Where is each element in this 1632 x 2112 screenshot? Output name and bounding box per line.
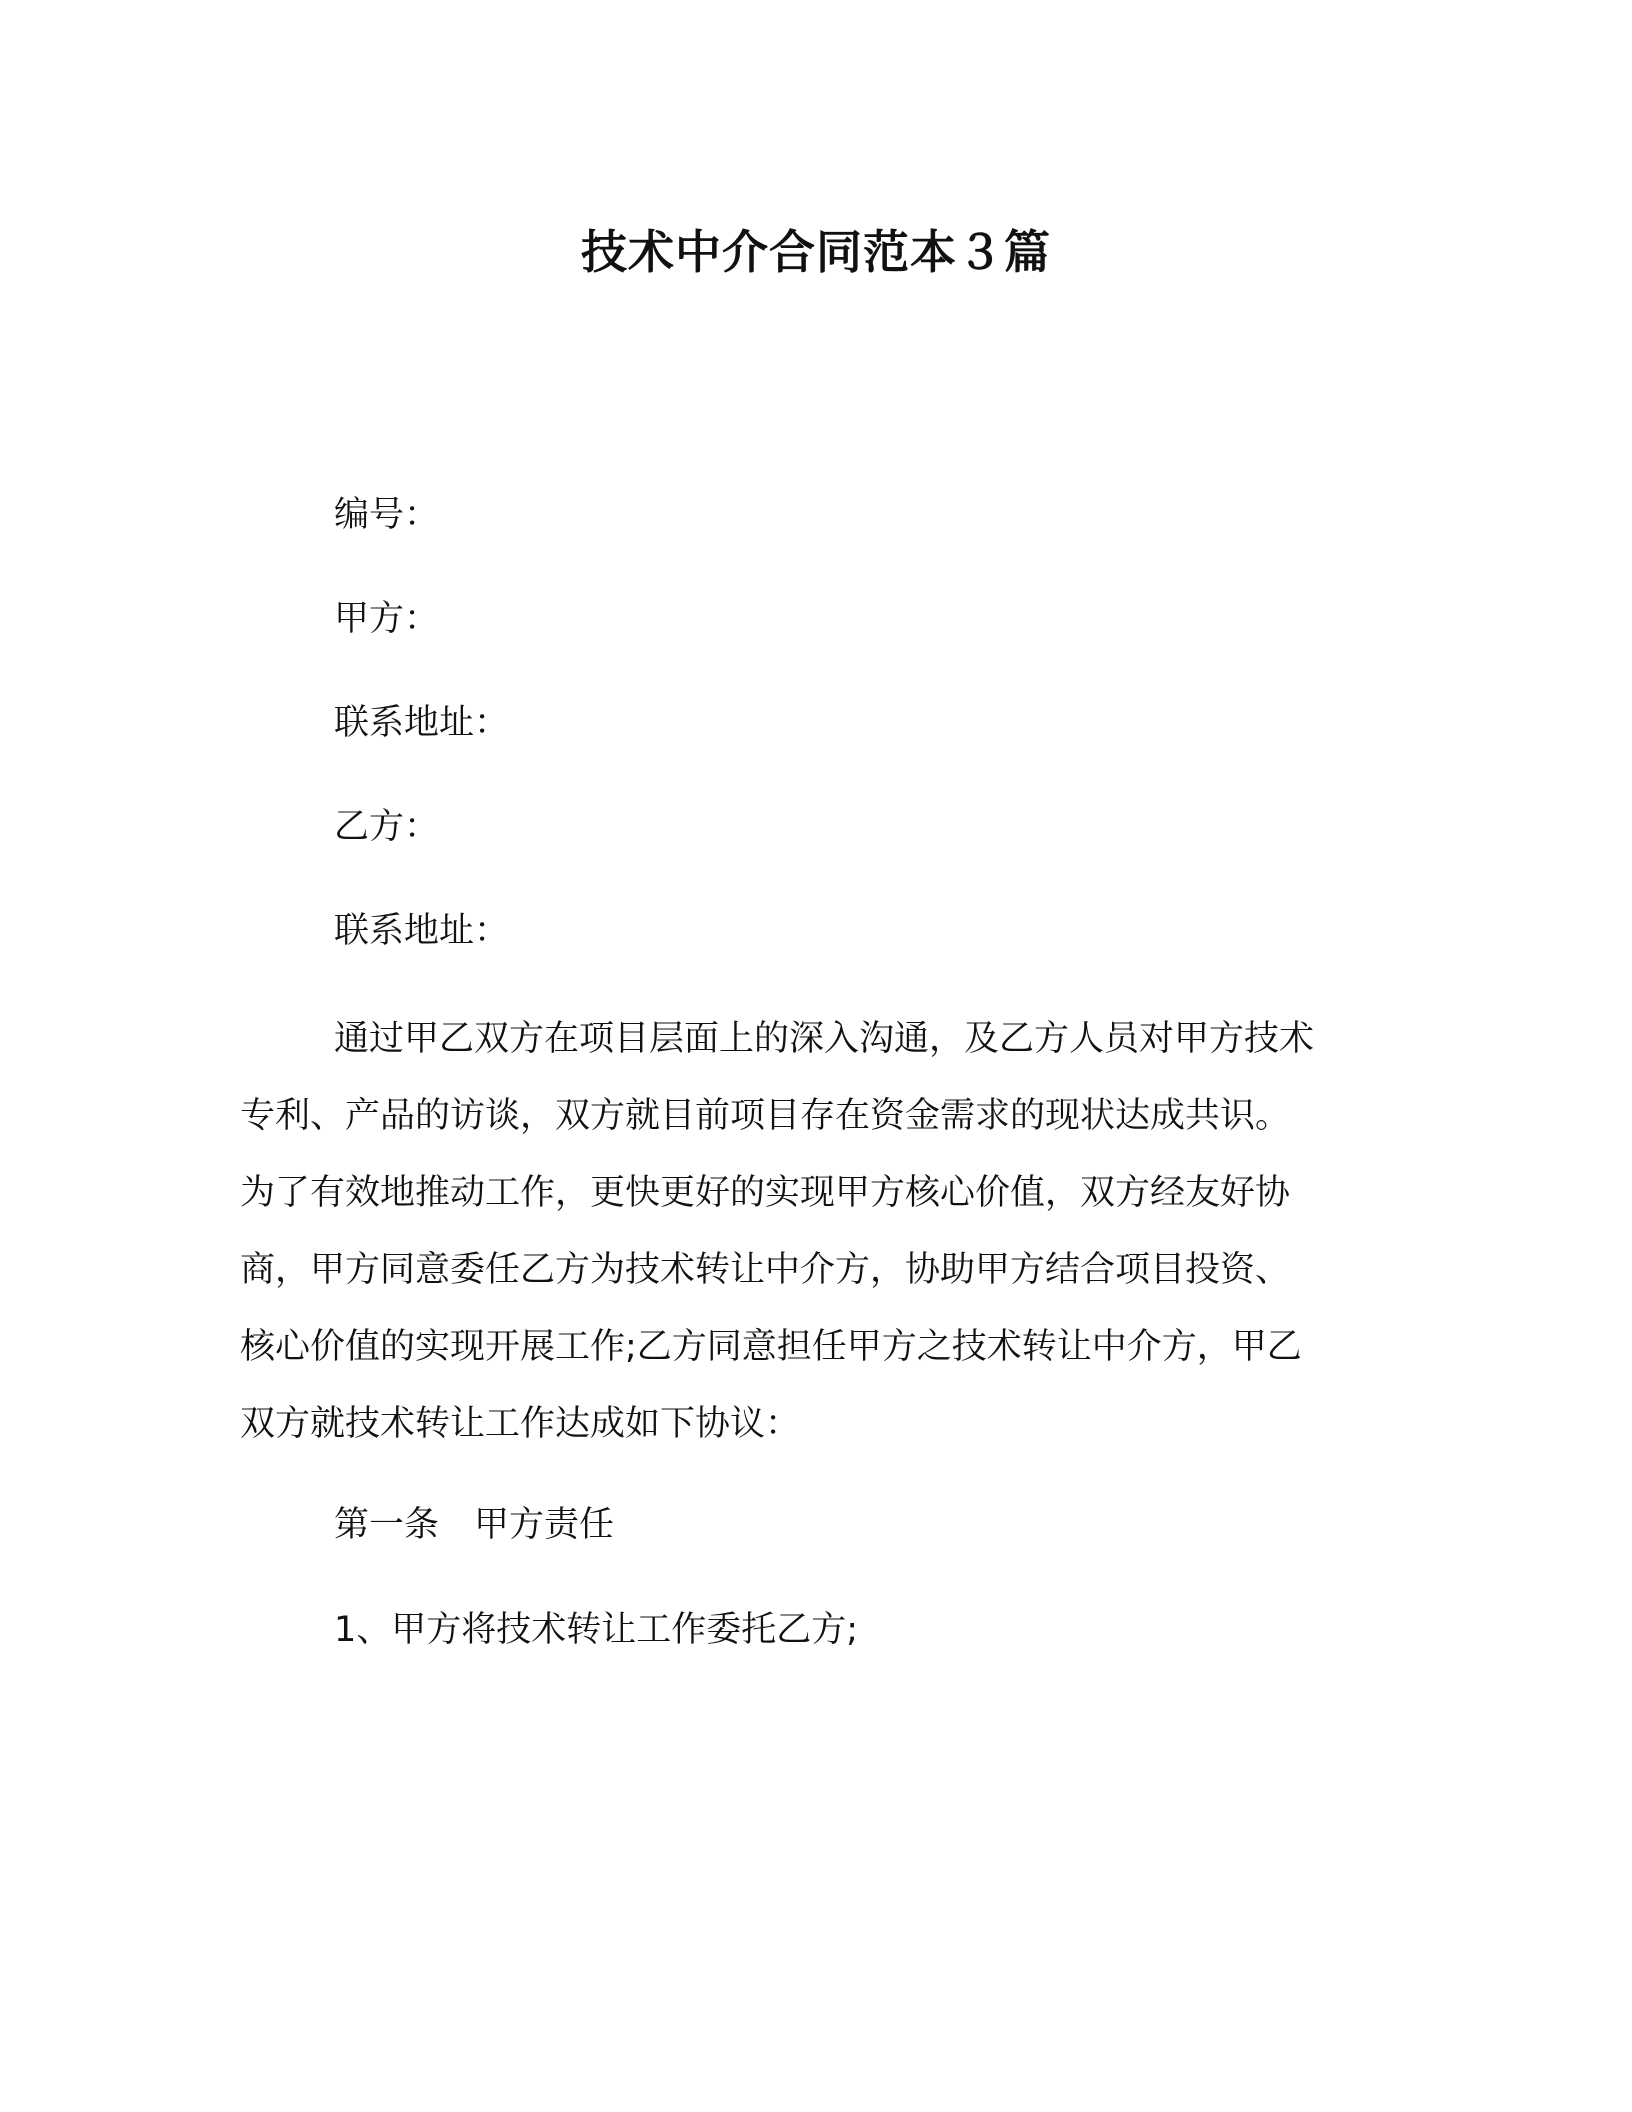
field-party-b: 乙方： bbox=[334, 807, 440, 847]
article-heading: 第一条 甲方责任 bbox=[334, 1505, 615, 1545]
paragraph-line: 专利、产品的访谈，双方就目前项目存在资金需求的现状达成共识。 bbox=[240, 1096, 1291, 1136]
article-item: 1、甲方将技术转让工作委托乙方; bbox=[334, 1610, 859, 1650]
field-contract-number: 编号： bbox=[334, 495, 440, 535]
field-party-a: 甲方： bbox=[334, 599, 440, 639]
intro-paragraph bbox=[240, 1014, 1378, 1476]
field-party-b-address: 联系地址： bbox=[334, 911, 510, 951]
document-title: 技术中介合同范本３篇 bbox=[581, 225, 1051, 279]
paragraph-line: 双方就技术转让工作达成如下协议： bbox=[240, 1404, 801, 1444]
paragraph-line: 核心价值的实现开展工作;乙方同意担任甲方之技术转让中介方，甲乙 bbox=[240, 1327, 1302, 1367]
field-party-a-address: 联系地址： bbox=[334, 703, 510, 743]
article-one bbox=[334, 1500, 1394, 1710]
paragraph-line: 通过甲乙双方在项目层面上的深入沟通，及乙方人员对甲方技术 bbox=[334, 1019, 1315, 1059]
paragraph-line: 商，甲方同意委任乙方为技术转让中介方，协助甲方结合项目投资、 bbox=[240, 1250, 1291, 1290]
paragraph-line: 为了有效地推动工作，更快更好的实现甲方核心价值，双方经友好协 bbox=[240, 1173, 1291, 1213]
contract-fields bbox=[334, 490, 1394, 1010]
